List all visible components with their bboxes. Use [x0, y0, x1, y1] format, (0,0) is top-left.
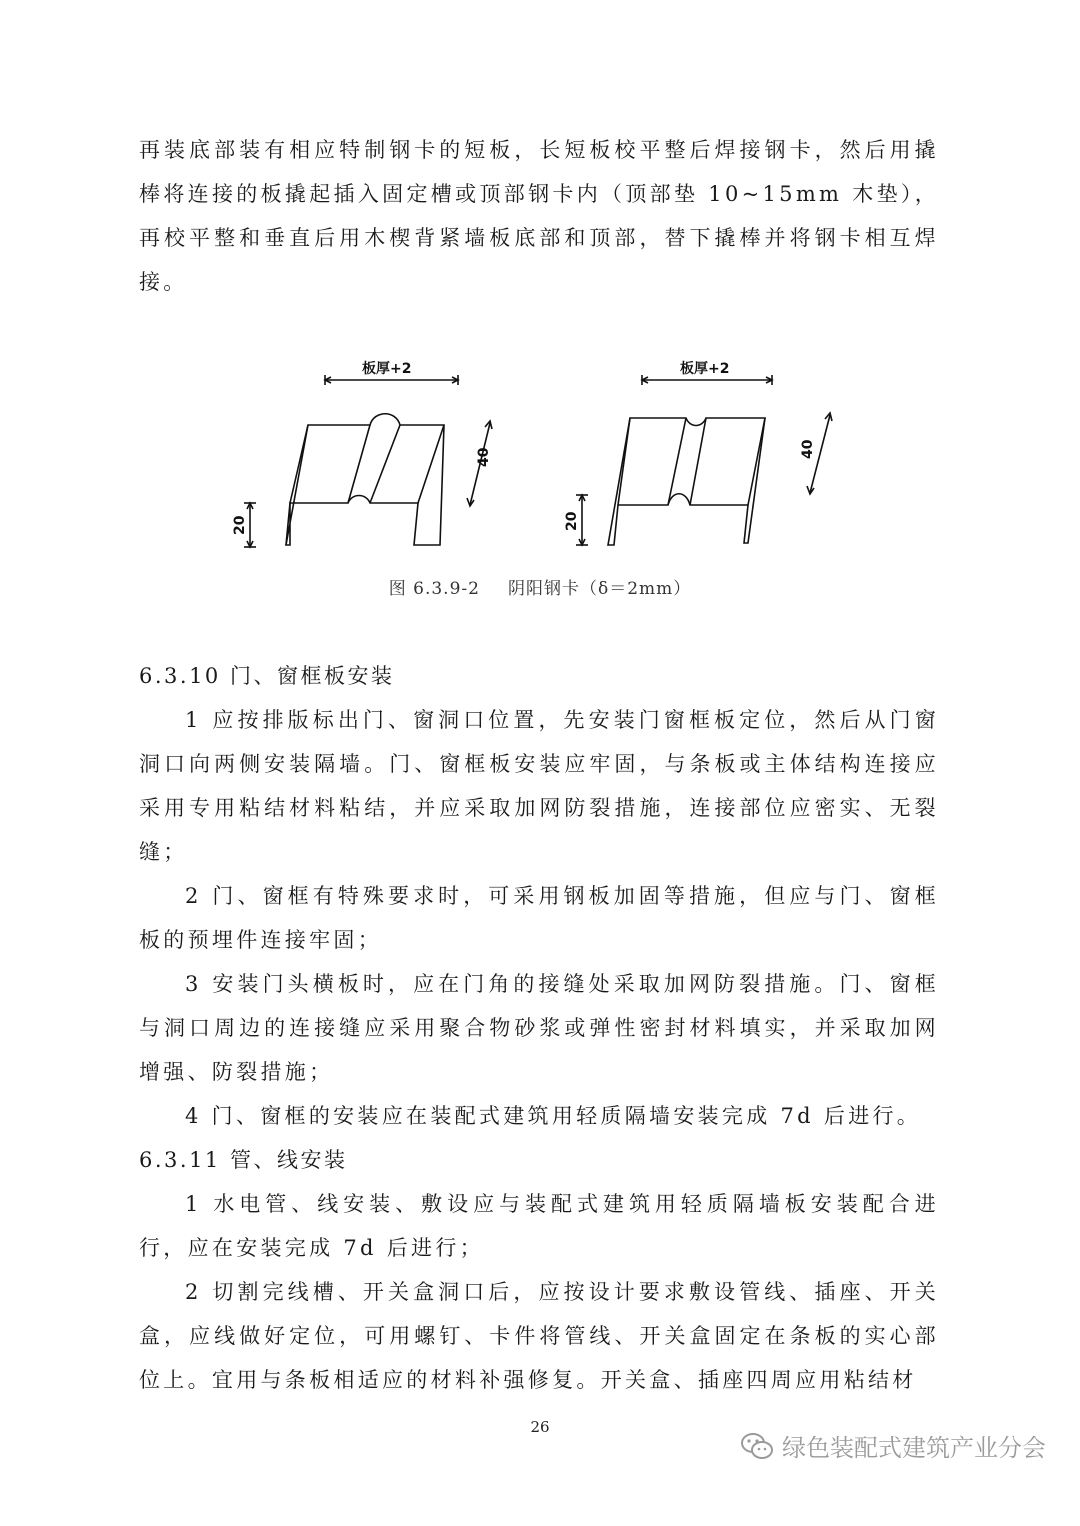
right-base-label: 20 — [564, 511, 580, 531]
left-width-label: 板厚+2 — [362, 361, 412, 377]
paragraph-6-3-11-item-1: 1 水电管、线安装、敷设应与装配式建筑用轻质隔墙板安装配合进行，应在安装完成 7d 后进行； — [139, 1192, 939, 1260]
paragraph-6-3-10-item-2: 2 门、窗框有特殊要求时，可采用钢板加固等措施，但应与门、窗框板的预埋件连接牢固； — [139, 884, 939, 952]
page-number: 26 — [530, 1418, 550, 1436]
figure-title: 阴阳钢卡（δ＝2mm） — [507, 579, 692, 599]
paragraph-6-3-10-item-3: 3 安装门头横板时，应在门角的接缝处采取加网防裂措施。门、窗框与洞口周边的连接缝应采用聚合物砂浆或弹性密封材料填实，并采取加网增强、防裂措施； — [139, 972, 939, 1084]
right-width-label: 板厚+2 — [680, 361, 730, 377]
left-height-label: 40 — [476, 447, 492, 467]
section-heading-6-3-11: 6.3.11 管、线安装 — [139, 1148, 348, 1172]
left-base-label: 20 — [232, 515, 248, 535]
figure-number: 图 6.3.9-2 — [388, 579, 480, 599]
right-height-label: 40 — [800, 439, 816, 459]
watermark-text: 绿色装配式建筑产业分会 — [782, 1434, 1046, 1462]
right-clip-shape — [608, 418, 765, 545]
steel-clip-figure — [220, 355, 860, 565]
paragraph-6-3-10-item-1: 1 应按排版标出门、窗洞口位置，先安装门窗框板定位，然后从门窗洞口向两侧安装隔墙。门、窗框板安装应牢固，与条板或主体结构连接应采用专用粘结材料粘结，并应采取加网防裂措施，连接部位应密实、无裂缝； — [139, 708, 939, 864]
left-clip-shape — [286, 414, 444, 545]
watermark — [740, 1428, 1046, 1463]
top-paragraph: 再装底部装有相应特制钢卡的短板，长短板校平整后焊接钢卡，然后用撬棒将连接的板撬起插入固定槽或顶部钢卡内（顶部垫 10~15mm 木垫），再校平整和垂直后用木楔背紧墙板底部和顶部，替下撬棒并将钢卡相互焊接。 — [139, 138, 939, 294]
section-heading-6-3-10: 6.3.10 门、窗框板安装 — [139, 664, 395, 688]
paragraph-6-3-11-item-2: 2 切割完线槽、开关盒洞口后，应按设计要求敷设管线、插座、开关盒，应线做好定位，可用螺钉、卡件将管线、开关盒固定在条板的实心部位上。宜用与条板相适应的材料补强修复。开关盒、插座四周应用粘结材 — [139, 1280, 939, 1392]
wechat-icon — [740, 1431, 774, 1461]
figure-caption — [0, 574, 1080, 599]
paragraph-6-3-10-item-4: 4 门、窗框的安装应在装配式建筑用轻质隔墙安装完成 7d 后进行。 — [185, 1104, 922, 1128]
